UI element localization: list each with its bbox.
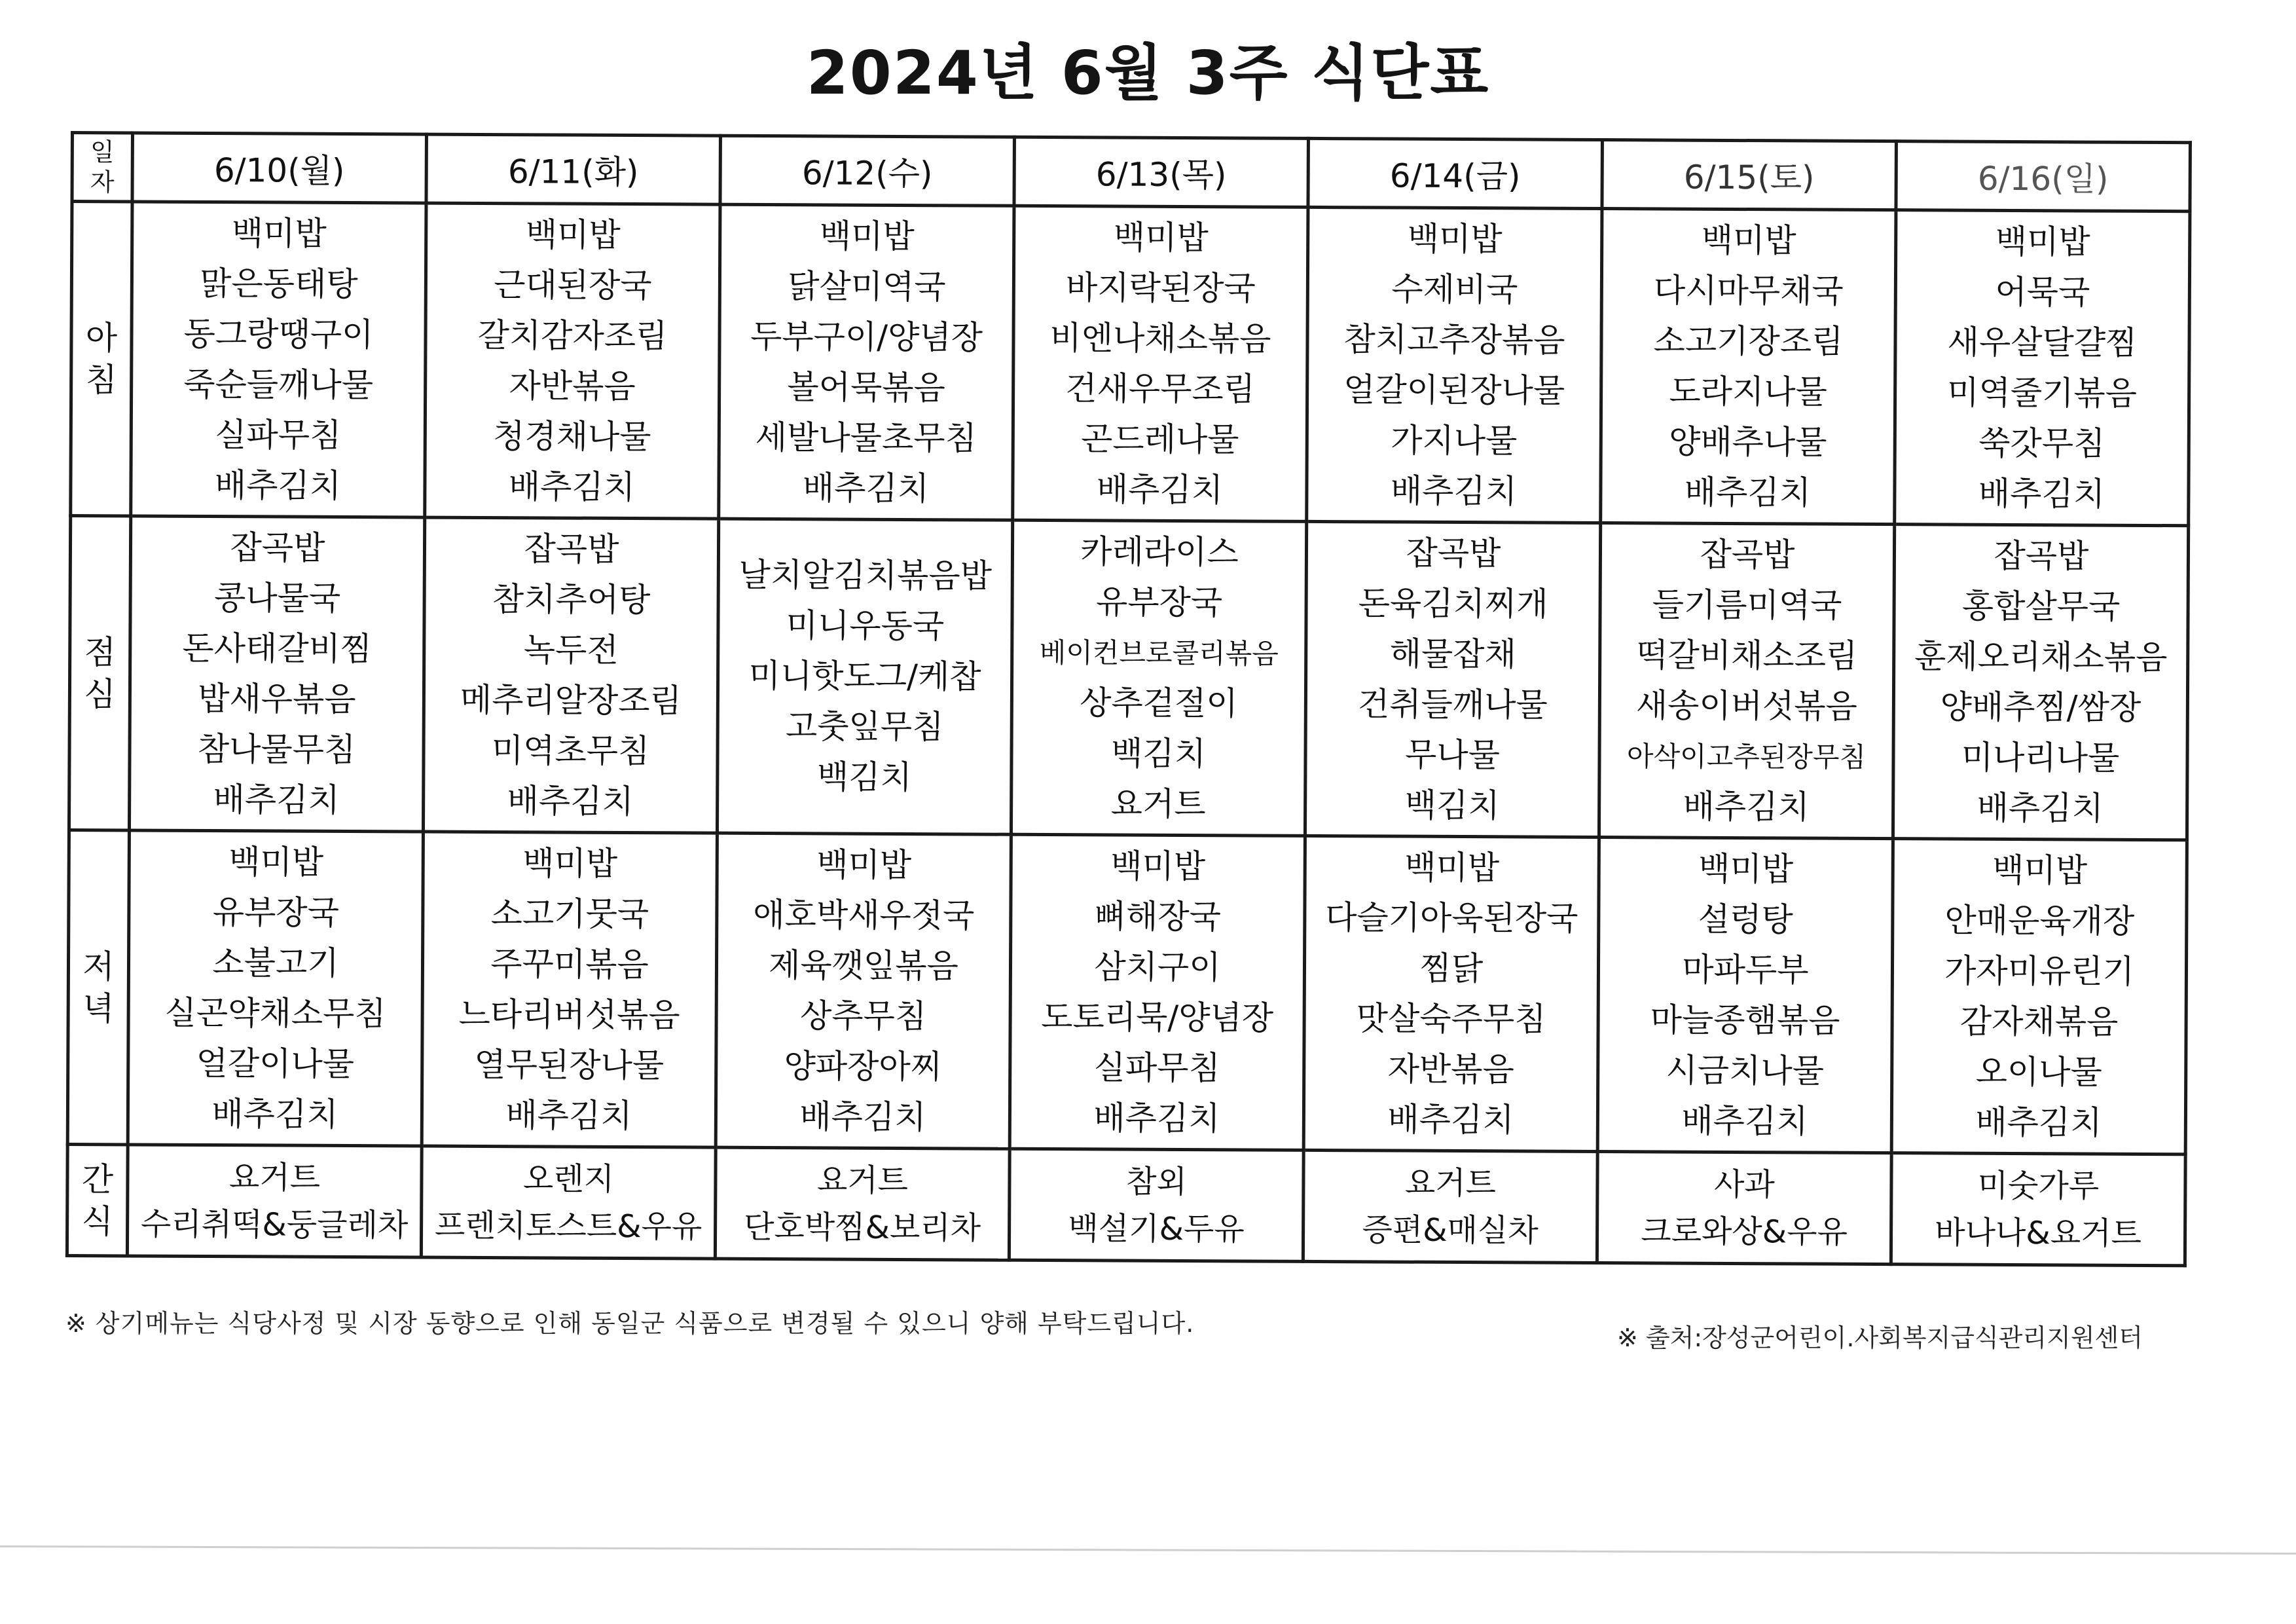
menu-item: 크로와상&우유: [1641, 1212, 1848, 1251]
menu-item: 찜닭: [1419, 949, 1484, 987]
menu-item: 잡곡밥: [1994, 536, 2089, 576]
snack-cell: [1597, 1152, 1891, 1264]
menu-item: 백미밥: [525, 215, 621, 254]
menu-item: 참치고추장볶음: [1343, 320, 1565, 360]
footnote-source: ※ 출처:장성군어린이.사회복지급식관리지원센터: [1617, 1323, 2143, 1352]
menu-item: 배추김치: [1684, 473, 1812, 512]
menu-item: 백김치: [1110, 733, 1207, 773]
menu-item: 쑥갓무침: [1978, 424, 2105, 463]
menu-item: 유부장국: [212, 893, 340, 932]
menu-item: 참나물무침: [197, 729, 356, 769]
snack-cell: [127, 1145, 422, 1257]
menu-item: 배추김치: [1681, 1101, 1808, 1141]
menu-item: 근대된장국: [494, 265, 652, 304]
menu-cell: [717, 519, 1012, 834]
menu-item: 밥새우볶음: [198, 679, 356, 718]
menu-item: 배추김치: [508, 467, 636, 506]
menu-item: 마늘종햄볶음: [1650, 1000, 1840, 1040]
meal-row-dinner: [67, 830, 2187, 1154]
menu-item: 실파무침: [215, 415, 342, 454]
menu-item: 애호박새우젓국: [753, 895, 975, 935]
header-row: [72, 133, 2190, 212]
menu-item: 배추김치: [507, 781, 634, 821]
menu-item: 백미밥: [522, 843, 618, 883]
menu-item: 요거트: [816, 1161, 909, 1199]
menu-item: 베이컨브로콜리볶음: [1039, 636, 1279, 670]
menu-cell: [1010, 834, 1305, 1150]
menu-cell: [1891, 839, 2187, 1154]
snack-cell: [421, 1146, 716, 1259]
menu-item: 백미밥: [1701, 221, 1796, 259]
menu-item: 미나리나물: [1961, 738, 2120, 777]
meal-label: 저 녁: [67, 830, 129, 1144]
menu-item: 갈치감자조림: [477, 316, 668, 355]
menu-item: 백미밥: [1113, 218, 1209, 257]
menu-item: 배추김치: [1390, 471, 1518, 510]
menu-cell: [131, 202, 426, 517]
menu-cell: [1597, 838, 1893, 1153]
footnote-disclaimer: ※ 상기메뉴는 식당사정 및 시장 동향으로 인해 동일군 식품으로 변경될 수 있으니 양해 부탁드립니다.: [65, 1309, 1195, 1338]
menu-item: 메추리알장조림: [460, 680, 682, 720]
menu-item: 닭살미역국: [788, 267, 946, 306]
menu-item: 백미밥: [1992, 851, 2088, 890]
meal-row-snack: [67, 1144, 2185, 1265]
meal-plan-table: [65, 131, 2192, 1267]
menu-item: 동그랑땡구이: [183, 314, 374, 354]
menu-item: 오렌지: [522, 1160, 615, 1198]
menu-item: 시금치나물: [1666, 1050, 1825, 1090]
menu-item: 프렌치토스트&우유: [434, 1207, 702, 1246]
meal-row-breakfast: [71, 202, 2190, 526]
menu-item: 맑은동태탕: [200, 264, 358, 303]
menu-item: 돈사태갈비찜: [182, 629, 373, 668]
date-header: 6/12(수): [720, 136, 1014, 206]
menu-item: 홍합살무국: [1961, 587, 2121, 626]
menu-item: 다시마무채국: [1653, 270, 1844, 310]
menu-item: 주꾸미볶음: [490, 944, 649, 984]
menu-item: 새송이버섯볶음: [1635, 686, 1858, 726]
menu-item: 잡곡밥: [1700, 535, 1795, 574]
menu-item: 상추겉절이: [1080, 683, 1238, 722]
menu-item: 설렁탕: [1698, 900, 1793, 938]
menu-item: 고춧잎무침: [785, 707, 944, 747]
menu-item: 백김치: [1404, 786, 1500, 824]
menu-item: 훈제오리채소볶음: [1914, 637, 2168, 676]
menu-item: 볼어묵볶음: [787, 367, 946, 407]
menu-item: 단호박찜&보리차: [743, 1208, 981, 1247]
meal-label: 점 심: [69, 516, 130, 830]
menu-item: 백미밥: [1407, 219, 1503, 258]
date-header: 6/15(토): [1602, 140, 1896, 210]
menu-item: 배추김치: [1977, 788, 2104, 828]
snack-cell: [1009, 1149, 1303, 1261]
menu-item: 날치알김치볶음밥: [738, 555, 993, 595]
menu-cell: [1893, 525, 2188, 840]
menu-item: 참외: [1125, 1163, 1187, 1200]
menu-item: 수제비국: [1391, 270, 1518, 308]
menu-item: 요거트: [1110, 784, 1206, 823]
menu-cell: [719, 204, 1014, 520]
date-header: 6/13(목): [1014, 137, 1308, 207]
menu-item: 콩나물국: [213, 578, 341, 618]
menu-item: 안매운육개장: [1944, 901, 2135, 940]
menu-item: 유부장국: [1095, 582, 1223, 621]
menu-cell: [1895, 210, 2190, 526]
menu-item: 배추김치: [505, 1096, 632, 1135]
menu-cell: [423, 517, 718, 833]
menu-item: 배추김치: [1978, 474, 2105, 513]
menu-cell: [425, 203, 720, 519]
menu-item: 미숫가루: [1977, 1167, 2100, 1205]
menu-item: 백미밥: [1110, 846, 1206, 885]
menu-item: 백미밥: [228, 842, 324, 881]
menu-item: 제육깻잎볶음: [768, 946, 959, 985]
menu-item: 새우살달걀찜: [1947, 323, 2138, 362]
date-header: 6/11(화): [426, 134, 720, 204]
menu-item: 뼈해장국: [1094, 896, 1222, 936]
menu-item: 소고기장조림: [1653, 321, 1844, 361]
menu-item: 소고기뭇국: [490, 894, 649, 933]
menu-cell: [1601, 209, 1896, 525]
menu-item: 미니우동국: [786, 606, 945, 646]
menu-item: 백미밥: [819, 216, 915, 255]
menu-item: 배추김치: [1096, 470, 1224, 509]
menu-item: 백김치: [816, 758, 912, 797]
meal-row-lunch: [69, 516, 2188, 840]
snack-cell: [715, 1147, 1010, 1260]
menu-item: 가지나물: [1391, 421, 1518, 460]
menu-item: 두부구이/양념장: [750, 317, 983, 357]
menu-item: 백미밥: [231, 213, 327, 253]
menu-item: 배추김치: [802, 468, 930, 507]
menu-item: 느타리버섯볶음: [458, 995, 680, 1034]
menu-item: 자반볶음: [509, 366, 636, 405]
menu-item: 백미밥: [1404, 848, 1500, 887]
menu-item: 양배추나물: [1668, 422, 1827, 462]
menu-item: 세발나물초무침: [755, 418, 977, 458]
menu-item: 삼치구이: [1094, 947, 1221, 986]
menu-cell: [716, 833, 1011, 1149]
menu-item: 청경채나물: [492, 416, 651, 456]
menu-item: 떡갈비채소조림: [1636, 635, 1858, 675]
menu-cell: [1013, 206, 1308, 521]
menu-item: 건취들깨나물: [1357, 684, 1548, 724]
menu-item: 요거트: [1404, 1164, 1497, 1202]
menu-item: 백미밥: [1698, 849, 1794, 888]
menu-cell: [128, 830, 423, 1146]
menu-item: 얼갈이된장나물: [1343, 370, 1565, 410]
menu-item: 무나물: [1404, 735, 1501, 774]
menu-item: 배추김치: [1093, 1098, 1220, 1137]
menu-cell: [129, 516, 424, 832]
menu-item: 해물잡채: [1389, 635, 1516, 673]
menu-item: 백미밥: [1995, 222, 2090, 261]
menu-item: 증편&매실차: [1362, 1211, 1539, 1249]
date-header: 6/14(금): [1308, 138, 1602, 208]
menu-item: 잡곡밥: [230, 528, 325, 567]
menu-item: 양파장아찌: [784, 1046, 943, 1086]
page-title: 2024년 6월 3주 식단표: [806, 38, 1490, 108]
menu-item: 바나나&요거트: [1935, 1213, 2142, 1252]
menu-item: 참치추어탕: [492, 580, 651, 619]
menu-item: 사과: [1713, 1166, 1775, 1203]
menu-item: 배추김치: [213, 780, 340, 819]
menu-item: 감자채볶음: [1959, 1002, 2119, 1041]
menu-item: 배추김치: [1387, 1099, 1514, 1139]
menu-item: 마파두부: [1682, 950, 1809, 989]
menu-item: 배추김치: [1683, 787, 1810, 826]
menu-item: 들기름미역국: [1652, 585, 1842, 625]
meal-label: 간 식: [67, 1144, 128, 1255]
menu-item: 열무된장나물: [474, 1045, 665, 1084]
menu-item: 배추김치: [799, 1097, 926, 1136]
menu-item: 배추김치: [211, 1094, 338, 1134]
menu-item: 돈육김치찌개: [1358, 583, 1548, 623]
menu-item: 다슬기아욱된장국: [1325, 898, 1578, 938]
snack-cell: [1303, 1150, 1597, 1263]
menu-cell: [1599, 523, 1894, 839]
menu-item: 아삭이고추된장무침: [1626, 739, 1867, 773]
menu-item: 잡곡밥: [524, 529, 619, 568]
menu-item: 곤드레나물: [1080, 419, 1239, 458]
menu-item: 도토리묵/양념장: [1041, 997, 1274, 1037]
date-header: 6/16(일): [1896, 141, 2190, 212]
menu-item: 얼갈이나물: [196, 1044, 355, 1083]
menu-cell: [1307, 207, 1602, 523]
menu-item: 백미밥: [816, 845, 912, 884]
menu-item: 녹두전: [523, 630, 619, 669]
menu-item: 미역초무침: [491, 731, 650, 770]
menu-item: 맛살숙주무침: [1356, 999, 1546, 1039]
menu-cell: [422, 832, 717, 1147]
menu-item: 잡곡밥: [1406, 534, 1501, 572]
menu-item: 요거트: [228, 1158, 321, 1196]
scan-edge-line: [0, 1545, 2296, 1555]
menu-item: 어묵국: [1995, 272, 2090, 312]
menu-item: 미니핫도그/케찹: [748, 656, 981, 696]
menu-item: 미역줄기볶음: [1947, 373, 2138, 413]
menu-item: 오이나물: [1975, 1052, 2102, 1092]
menu-item: 수리취떡&둥글레차: [140, 1206, 409, 1244]
snack-cell: [1891, 1153, 2185, 1266]
menu-item: 자반볶음: [1387, 1049, 1515, 1088]
menu-item: 건새우무조림: [1065, 369, 1256, 409]
menu-item: 백설기&두유: [1068, 1209, 1245, 1247]
menu-item: 배추김치: [214, 466, 342, 505]
menu-item: 소불고기: [212, 943, 339, 982]
menu-item: 양배추찜/쌈장: [1940, 687, 2141, 727]
menu-item: 실파무침: [1093, 1048, 1221, 1087]
menu-cell: [1011, 520, 1306, 836]
menu-item: 바지락된장국: [1065, 268, 1256, 308]
menu-cell: [1303, 836, 1599, 1151]
menu-item: 비엔나채소볶음: [1049, 318, 1271, 358]
menu-item: 실곤약채소무침: [164, 993, 386, 1033]
menu-cell: [1305, 521, 1600, 837]
menu-item: 상추무침: [799, 996, 927, 1035]
meal-label: 아 침: [71, 202, 132, 516]
date-header-label: 일 자: [72, 133, 132, 202]
menu-item: 가자미유린기: [1944, 951, 2135, 991]
date-header: 6/10(월): [132, 133, 426, 203]
menu-item: 도라지나물: [1669, 372, 1828, 411]
menu-item: 카레라이스: [1080, 532, 1239, 571]
menu-item: 배추김치: [1975, 1103, 2102, 1142]
menu-item: 죽순들깨나물: [183, 365, 374, 404]
